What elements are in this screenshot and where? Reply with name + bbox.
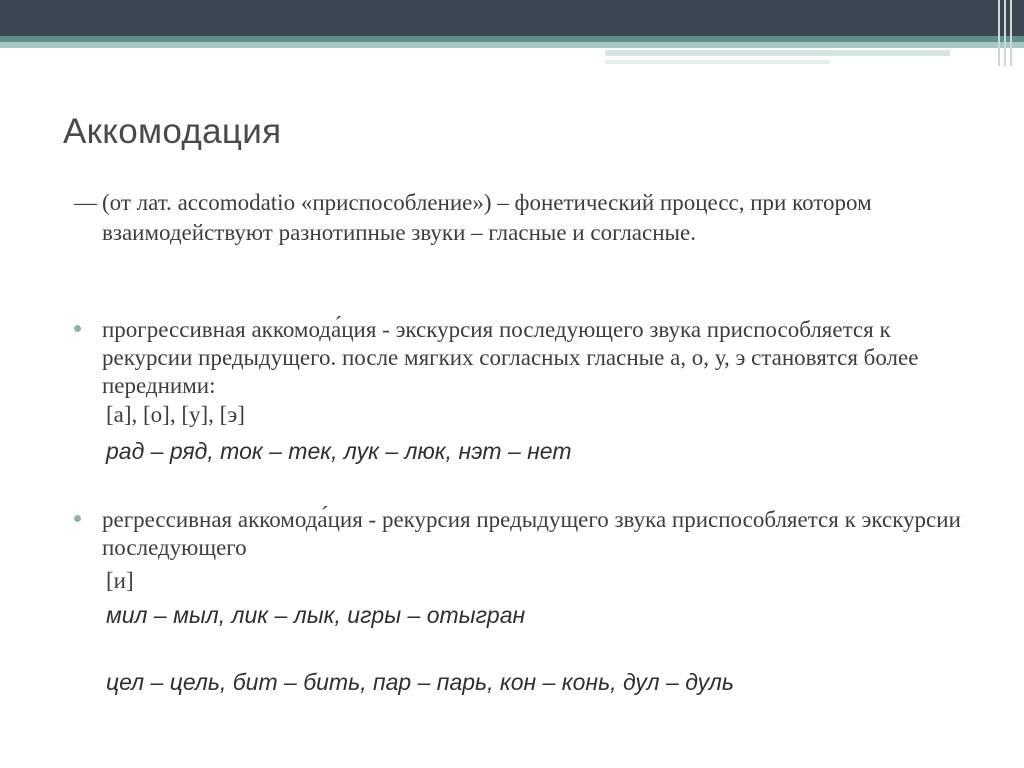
bullet-dot-icon bbox=[74, 515, 81, 522]
definition-text: (от лат. accomodatio «приспособление») – фонетический процесс, при котором взаимодействуют разнотипные звуки – гласные и согласные. bbox=[102, 190, 872, 245]
header-band bbox=[0, 0, 1024, 36]
transcription-regressive: [и] bbox=[106, 568, 134, 593]
definition-dash: — bbox=[74, 190, 97, 215]
example-regressive-1: мил – мыл, лик – лык, игры – отыгран bbox=[106, 602, 526, 628]
list-item-text: прогрессивная аккомода́ция - экскурсия последующего звука приспособляется к рекурсии предыдущего. после мягких согласных гласные а, о, у, э становятся более передними: bbox=[102, 317, 919, 398]
header-stripe-right-thin bbox=[605, 60, 830, 64]
header-stripe-light bbox=[0, 42, 1024, 48]
transcription-progressive: [а], [о], [у], [э] bbox=[106, 402, 245, 427]
list-item-text: регрессивная аккомода́ция - рекурсия предыдущего звука приспособляется к экскурсии последующего bbox=[102, 507, 961, 560]
example-progressive: рад – ряд, ток – тек, лук – люк, нэт – нет bbox=[106, 438, 572, 464]
bullet-dot-icon bbox=[74, 325, 81, 332]
header-stripe-right bbox=[605, 50, 950, 56]
definition-paragraph bbox=[74, 188, 974, 248]
example-regressive-2: цел – цель, бит – бить, пар – парь, кон – конь, дул – дуль bbox=[106, 669, 734, 695]
list-item-progressive bbox=[74, 316, 974, 400]
slide-title: Аккомодация bbox=[63, 112, 282, 151]
list-item-regressive bbox=[74, 506, 974, 562]
corner-decoration bbox=[994, 0, 1024, 66]
